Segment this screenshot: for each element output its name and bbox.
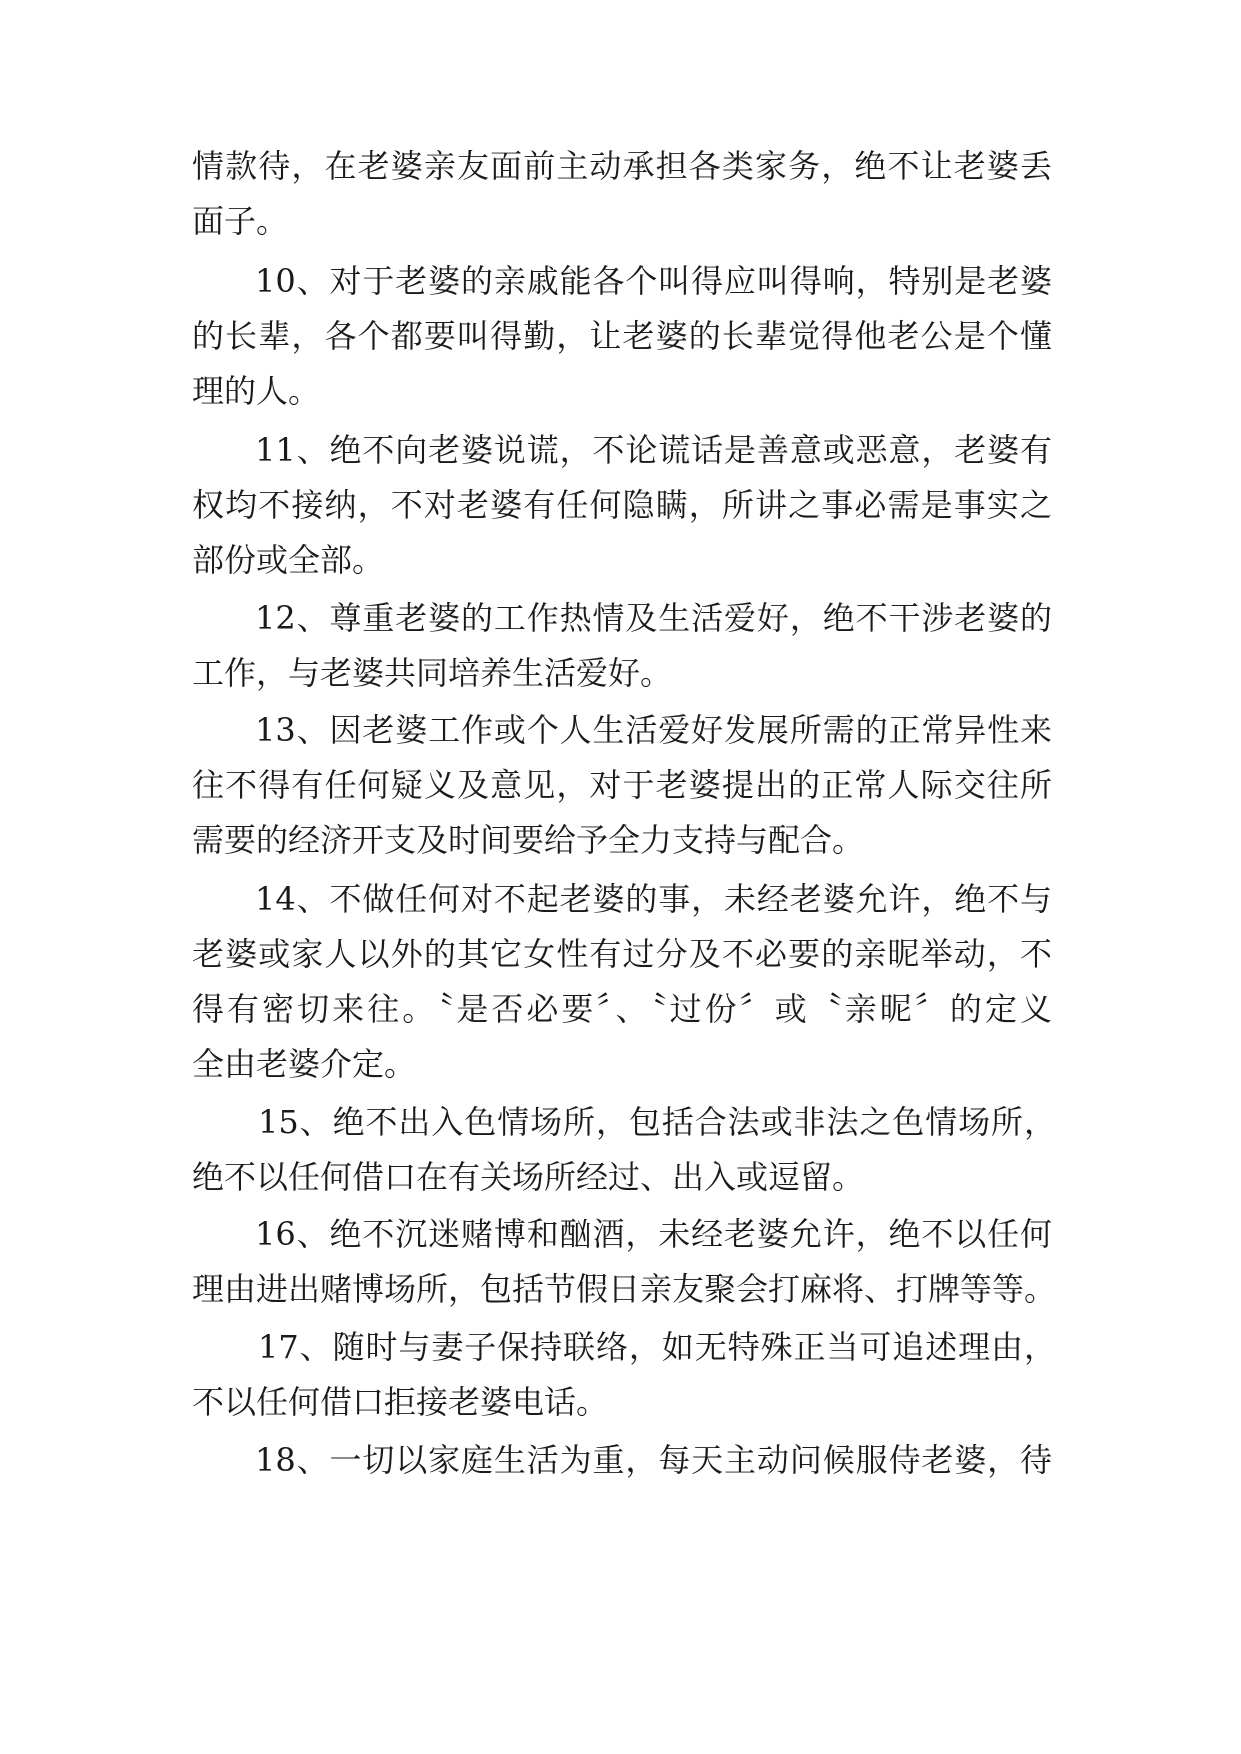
text-line-5: 理的人。	[192, 372, 321, 410]
text-line-10: 工作，与老婆共同培养生活爱好。	[192, 654, 673, 692]
text-line-1: 情款待，在老婆亲友面前主动承担各类家务，绝不让老婆丢	[192, 147, 1052, 185]
text-line-18: 15、绝不出入色情场所，包括合法或非法之色情场所，	[258, 1103, 1056, 1141]
text-line-7: 权均不接纳，不对老婆有任何隐瞒，所讲之事必需是事实之	[192, 486, 1052, 524]
text-line-12: 往不得有任何疑义及意见，对于老婆提出的正常人际交往所	[192, 766, 1052, 804]
text-line-16: 得有密切来往。〝是否必要〞、〝过份〞或〝亲昵〞的定义	[192, 990, 1052, 1028]
text-line-21: 理由进出赌博场所，包括节假日亲友聚会打麻将、打牌等等。	[192, 1270, 1057, 1308]
text-line-17: 全由老婆介定。	[192, 1045, 417, 1083]
text-line-15: 老婆或家人以外的其它女性有过分及不必要的亲昵举动，不	[192, 935, 1052, 973]
text-line-2: 面子。	[192, 202, 289, 240]
text-line-4: 的长辈，各个都要叫得勤，让老婆的长辈觉得他老公是个懂	[192, 317, 1052, 355]
text-line-11: 13、因老婆工作或个人生活爱好发展所需的正常异性来	[255, 711, 1052, 749]
text-line-22: 17、随时与妻子保持联络，如无特殊正当可追述理由，	[258, 1328, 1056, 1366]
text-line-14: 14、不做任何对不起老婆的事，未经老婆允许，绝不与	[255, 880, 1052, 918]
text-line-9: 12、尊重老婆的工作热情及生活爱好，绝不干涉老婆的	[255, 599, 1052, 637]
text-line-20: 16、绝不沉迷赌博和酗酒，未经老婆允许，绝不以任何	[255, 1215, 1052, 1253]
text-line-6: 11、绝不向老婆说谎，不论谎话是善意或恶意，老婆有	[255, 431, 1052, 469]
text-line-24: 18、一切以家庭生活为重，每天主动问候服侍老婆，待	[255, 1441, 1052, 1479]
text-line-23: 不以任何借口拒接老婆电话。	[192, 1383, 609, 1421]
text-line-8: 部份或全部。	[192, 541, 385, 579]
text-line-13: 需要的经济开支及时间要给予全力支持与配合。	[192, 821, 865, 859]
text-line-3: 10、对于老婆的亲戚能各个叫得应叫得响，特别是老婆	[255, 262, 1052, 300]
text-line-19: 绝不以任何借口在有关场所经过、出入或逗留。	[192, 1158, 865, 1196]
